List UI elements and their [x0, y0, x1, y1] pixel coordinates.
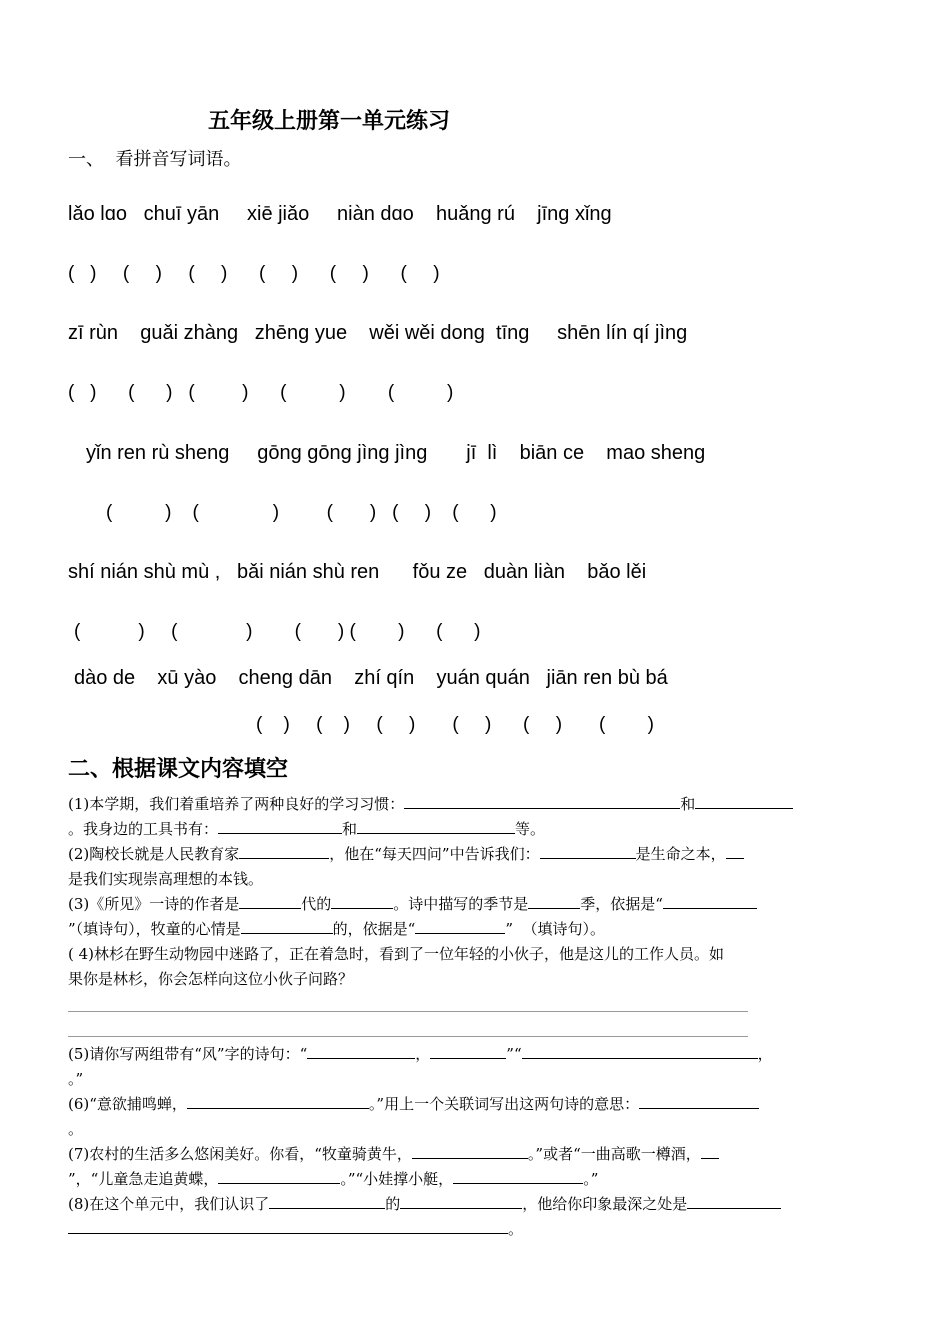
blank[interactable] [241, 918, 333, 934]
question-5-line-2: 。” [68, 1070, 84, 1088]
question-3-line-1: (3)《所见》一诗的作者是 代的 。诗中描写的季节是 季，依据是“ [68, 893, 757, 914]
blank[interactable] [68, 1218, 508, 1234]
answer-line[interactable] [68, 1036, 748, 1037]
blank[interactable] [415, 918, 505, 934]
pinyin-row-4: shí nián shù mù , bǎi nián shù ren fǒu ze duàn liàn bǎo lěi [68, 561, 647, 583]
blank[interactable] [701, 1143, 719, 1159]
answer-row-1[interactable]: ( ) ( ) ( ) ( ) ( ) ( ) [68, 263, 440, 284]
question-1-line-1: (1)本学期，我们着重培养了两种良好的学习习惯： 和 [68, 793, 793, 814]
question-4-line-2: 果你是林杉，你会怎样向这位小伙子问路？ [68, 970, 354, 988]
blank[interactable] [404, 793, 680, 809]
answer-line[interactable] [68, 1011, 748, 1012]
question-8-line-2: 。 [68, 1218, 523, 1239]
pinyin-row-3: yǐn ren rù shenɡ ɡōnɡ ɡōnɡ jìnɡ jìnɡ jī lì biān ce mao shenɡ [86, 442, 706, 464]
question-5-line-1: (5)请你写两组带有“风”字的诗句：“ ， ”“ ， [68, 1045, 773, 1063]
blank[interactable] [695, 793, 793, 809]
blank[interactable] [412, 1143, 528, 1159]
section-1-heading: 一、 看拼音写词语。 [68, 149, 242, 170]
blank[interactable] [639, 1093, 759, 1109]
answer-row-4[interactable]: ( ) ( ) ( ) ( ) ( ) [74, 621, 481, 642]
blank[interactable] [400, 1193, 522, 1209]
answer-row-2[interactable]: ( ) ( ) ( ) ( ) ( ) [68, 382, 454, 403]
blank[interactable] [218, 1168, 340, 1184]
question-2-line-2: 是我们实现崇高理想的本钱。 [68, 870, 264, 888]
question-7-line-2: ”，“儿童急走追黄蝶， 。”“小娃撑小艇， 。” [68, 1170, 599, 1188]
blank[interactable] [331, 893, 393, 909]
question-3-line-2: ”（填诗句），牧童的心情是 的，依据是“ ” （填诗句）。 [68, 920, 606, 938]
blank[interactable] [187, 1093, 369, 1109]
question-8-line-1: (8)在这个单元中，我们认识了 的 ，他给你印象最深之处是 [68, 1193, 781, 1214]
page-title: 五年级上册第一单元练习 [208, 109, 451, 134]
answer-row-3[interactable]: ( ) ( ) ( ) ( ) ( ) [106, 502, 497, 523]
blank[interactable] [430, 1043, 506, 1059]
question-7-line-1: (7)农村的生活多么悠闲美好。你看，“牧童骑黄牛， 。”或者“一曲高歌一樽酒， [68, 1143, 719, 1164]
blank[interactable] [269, 1193, 385, 1209]
blank[interactable] [726, 843, 744, 859]
blank[interactable] [663, 893, 757, 909]
blank[interactable] [687, 1193, 781, 1209]
question-6-line-2: 。 [68, 1120, 84, 1138]
blank[interactable] [540, 843, 636, 859]
blank[interactable] [239, 843, 329, 859]
answer-row-5[interactable]: ( ) ( ) ( ) ( ) ( ) ( ) [256, 714, 654, 735]
blank[interactable] [522, 1043, 758, 1059]
blank[interactable] [218, 818, 342, 834]
question-1-line-2: 。我身边的工具书有： 和 等。 [68, 820, 546, 838]
pinyin-row-5: dào de xū yào cheng dān zhí qín yuán quán jiān ren bù bá [74, 667, 668, 689]
pinyin-row-2: zī rùn ɡuǎi zhànɡ zhēnɡ yue wěi wěi donɡ tīnɡ shēn lín qí jìnɡ [68, 322, 688, 344]
pinyin-row-1: lǎo lɑo chuī yān xiē jiǎo niàn dɑo huǎnɡ rú jīnɡ xǐnɡ [68, 203, 612, 225]
section-2-heading: 二、根据课文内容填空 [68, 757, 289, 782]
question-6-line-1: (6)“意欲捕鸣蝉， 。”用上一个关联词写出这两句诗的意思： [68, 1093, 759, 1114]
blank[interactable] [453, 1168, 583, 1184]
blank[interactable] [357, 818, 515, 834]
question-4-line-1: ( 4)林杉在野生动物园中迷路了，正在着急时，看到了一位年轻的小伙子，他是这儿的工作人员。如 [68, 945, 725, 963]
blank[interactable] [307, 1043, 415, 1059]
blank[interactable] [528, 893, 580, 909]
blank[interactable] [239, 893, 301, 909]
question-2-line-1: (2)陶校长就是人民教育家 ，他在“每天四问”中告诉我们： 是生命之本， [68, 843, 744, 864]
